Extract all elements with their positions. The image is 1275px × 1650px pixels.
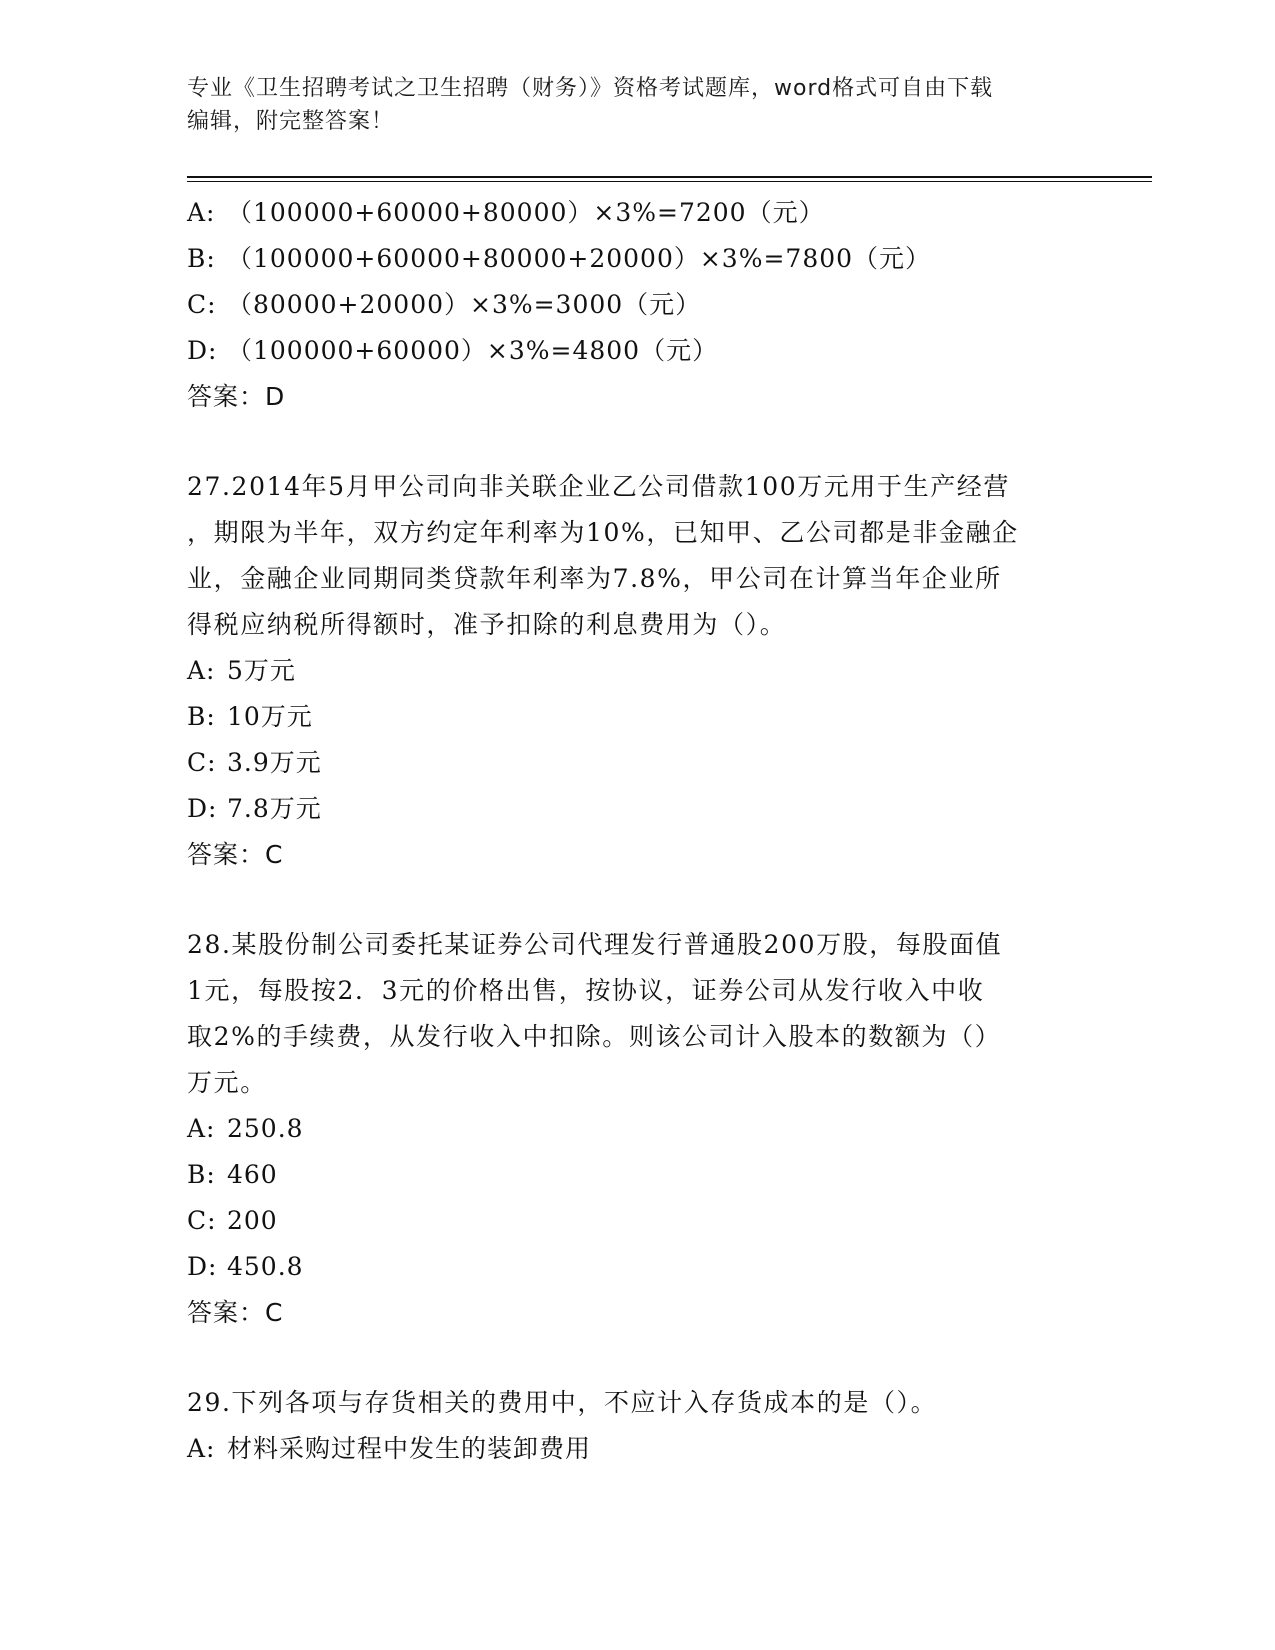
option-a: A: （100000+60000+80000）×3%=7200（元） bbox=[187, 198, 825, 227]
option-d: D: 7.8万元 bbox=[187, 794, 322, 823]
option-b: B: 10万元 bbox=[187, 702, 313, 731]
question-28 bbox=[187, 922, 1087, 1336]
question-content bbox=[187, 190, 1087, 1472]
option-a: A: 材料采购过程中发生的装卸费用 bbox=[187, 1434, 592, 1463]
question-26 bbox=[187, 190, 1087, 420]
option-a: A: 5万元 bbox=[187, 656, 296, 685]
option-d: D: （100000+60000）×3%=4800（元） bbox=[187, 336, 719, 365]
header-line-2: 编辑，附完整答案！ bbox=[187, 109, 395, 134]
option-b: B: （100000+60000+80000+20000）×3%=7800（元） bbox=[187, 244, 932, 273]
answer: 答案：D bbox=[187, 382, 286, 411]
document-header bbox=[187, 72, 1087, 138]
option-d: D: 450.8 bbox=[187, 1252, 304, 1281]
answer: 答案：C bbox=[187, 840, 284, 869]
option-b: B: 460 bbox=[187, 1160, 278, 1189]
question-stem: 28.某股份制公司委托某证券公司代理发行普通股200万股，每股面值 1元，每股按2．3元的价格出售，按协议，证券公司从发行收入中收 取2%的手续费，从发行收入中扣除。则该公司计入股本的数额为（） 万元。 bbox=[187, 930, 1003, 1097]
answer: 答案：C bbox=[187, 1298, 284, 1327]
question-27 bbox=[187, 464, 1087, 878]
header-divider-thick bbox=[187, 176, 1152, 178]
option-c: C: 3.9万元 bbox=[187, 748, 322, 777]
option-a: A: 250.8 bbox=[187, 1114, 304, 1143]
question-stem: 27.2014年5月甲公司向非关联企业乙公司借款100万元用于生产经营 ，期限为半年，双方约定年利率为10%，已知甲、乙公司都是非金融企 业，金融企业同期同类贷款年利率为7.8%，甲公司在计算当年企业所 得税应纳税所得额时，准予扣除的利息费用为（）。 bbox=[187, 472, 1019, 639]
header-line-1: 专业《卫生招聘考试之卫生招聘（财务）》资格考试题库，word格式可自由下载 bbox=[187, 76, 994, 101]
question-stem: 29.下列各项与存货相关的费用中，不应计入存货成本的是（）。 bbox=[187, 1388, 938, 1417]
option-c: C: 200 bbox=[187, 1206, 278, 1235]
header-divider-thin bbox=[187, 181, 1152, 182]
option-c: C: （80000+20000）×3%=3000（元） bbox=[187, 290, 702, 319]
question-29 bbox=[187, 1380, 1087, 1472]
